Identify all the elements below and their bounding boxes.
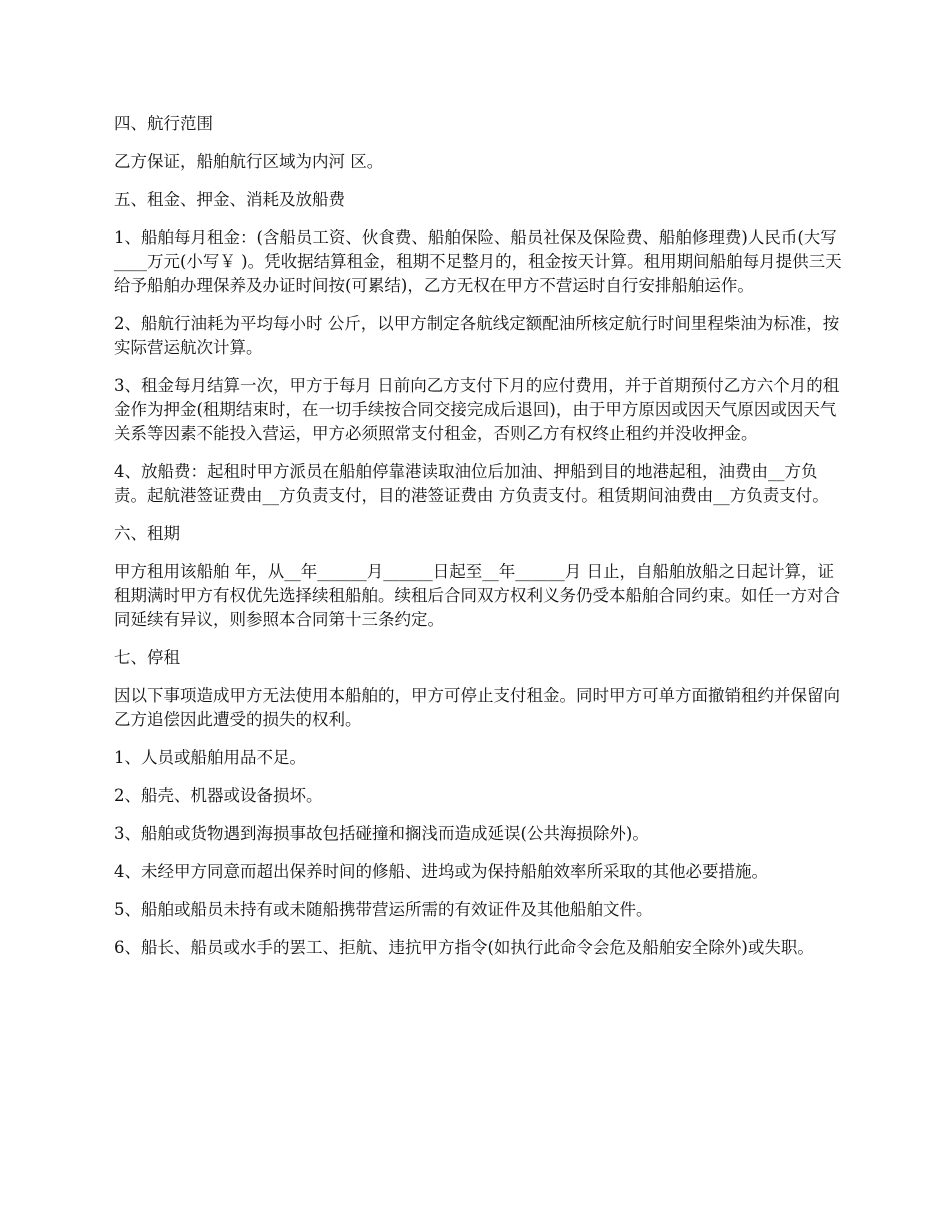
- section-heading-lease-term: 六、租期: [114, 524, 180, 543]
- paragraph-navigation-area: 乙方保证，船舶航行区域为内河 区。: [114, 152, 384, 171]
- document-body: [114, 112, 844, 974]
- list-item-off-hire-3: 3、船舶或货物遇到海损事故包括碰撞和搁浅而造成延误(公共海损除外)。: [114, 824, 649, 843]
- section-heading-off-hire: 七、停租: [114, 648, 180, 667]
- paragraph-release-fee: 4、放船费：起租时甲方派员在船舶停靠港读取油位后加油、押船到目的地港起租，油费由__方负责。起航港签证费由__方负责支付，目的港签证费由 方负责支付。租赁期间油费由__方负责支付。: [114, 462, 829, 505]
- list-item-off-hire-5: 5、船舶或船员未持有或未随船携带营运所需的有效证件及其他船舶文件。: [114, 900, 653, 919]
- section-heading-navigation-range: 四、航行范围: [114, 114, 213, 133]
- list-item-off-hire-4: 4、未经甲方同意而超出保养时间的修船、进坞或为保持船舶效率所采取的其他必要措施。: [114, 862, 768, 881]
- list-item-off-hire-1: 1、人员或船舶用品不足。: [114, 748, 306, 767]
- paragraph-monthly-rent: 1、船舶每月租金：(含船员工资、伙食费、船舶保险、船员社保及保险费、船舶修理费)人民币(大写____万元(小写￥ )。凭收据结算租金，租期不足整月的，租金按天计算。租用期间船舶每月提供三天给予船舶办理保养及办证时间按(可累结)，乙方无权在甲方不营运时自行安排船舶运作。: [114, 228, 842, 295]
- paragraph-fuel-consumption: 2、船航行油耗为平均每小时 公斤，以甲方制定各航线定额配油所核定航行时间里程柴油为标准，按实际营运航次计算。: [114, 314, 840, 357]
- paragraph-lease-term: 甲方租用该船舶 年，从__年______月______日起至__年______月 日止，自船舶放船之日起计算，证租期满时甲方有权优先选择续租船舶。续租后合同双方权利义务仍受本船舶合同约束。如任一方对合同延续有异议，则参照本合同第十三条约定。: [114, 562, 840, 629]
- paragraph-monthly-settlement: 3、租金每月结算一次，甲方于每月 日前向乙方支付下月的应付费用，并于首期预付乙方六个月的租金作为押金(租期结束时，在一切手续按合同交接完成后退回)，由于甲方原因或因天气原因或因天气关系等因素不能投入营运，甲方必须照常支付租金，否则乙方有权终止租约并没收押金。: [114, 376, 840, 443]
- list-item-off-hire-2: 2、船壳、机器或设备损坏。: [114, 786, 323, 805]
- paragraph-off-hire-intro: 因以下事项造成甲方无法使用本船舶的，甲方可停止支付租金。同时甲方可单方面撤销租约并保留向乙方追偿因此遭受的损失的权利。: [114, 686, 840, 729]
- section-heading-rent-deposit: 五、租金、押金、消耗及放船费: [114, 190, 345, 209]
- list-item-off-hire-6: 6、船长、船员或水手的罢工、拒航、违抗甲方指令(如执行此命令会危及船舶安全除外)或失职。: [114, 938, 814, 957]
